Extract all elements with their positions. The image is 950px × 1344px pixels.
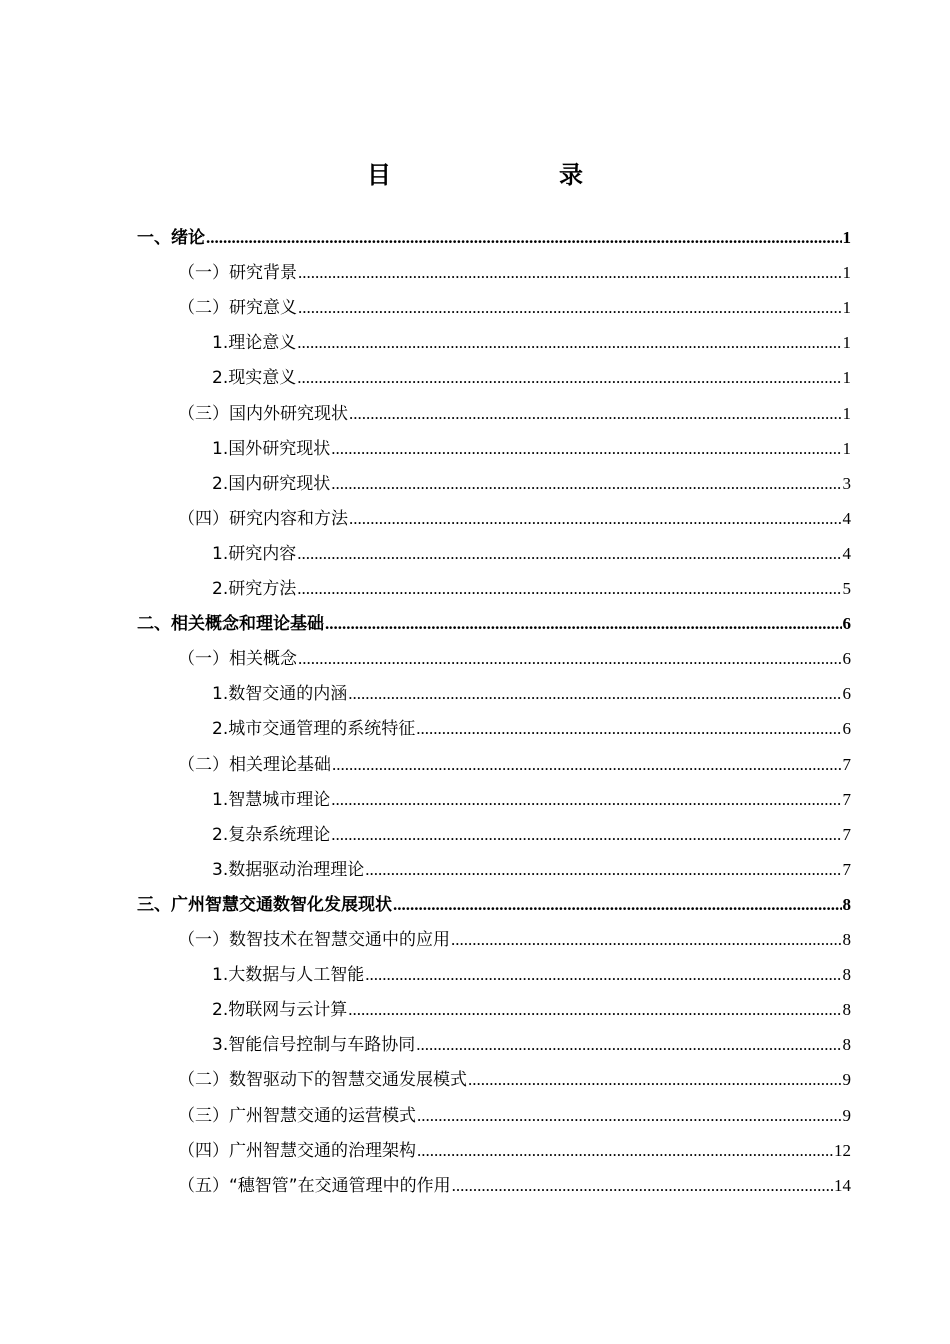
toc-entry[interactable] (212, 817, 851, 852)
toc-entry-label: （一）研究背景 (178, 263, 297, 283)
dot-leader (298, 641, 842, 676)
dot-leader (468, 1062, 842, 1097)
toc-entry-page-number: 9 (842, 1106, 851, 1125)
toc-entry-label: 1.理论意义 (212, 333, 297, 353)
toc-entry-page-number: 1 (842, 439, 851, 458)
toc-entry-page-number: 1 (842, 263, 851, 282)
toc-entry[interactable] (178, 290, 851, 325)
toc-entry[interactable] (212, 1027, 851, 1062)
toc-entry-label: 2.复杂系统理论 (212, 825, 331, 845)
dot-leader (331, 466, 841, 501)
dot-leader (349, 501, 842, 536)
toc-entry-page-number: 8 (842, 895, 851, 914)
dot-leader (297, 360, 841, 395)
toc-entry-label: 二、相关概念和理论基础 (137, 614, 324, 634)
toc-entry-page-number: 6 (842, 614, 851, 633)
toc-entry-label: 2.物联网与云计算 (212, 1000, 348, 1020)
dot-leader (416, 711, 841, 746)
dot-leader (298, 255, 842, 290)
toc-entry[interactable] (178, 396, 851, 431)
toc-entry-page-number: 1 (842, 333, 851, 352)
toc-entry-page-number: 6 (842, 649, 851, 668)
dot-leader (348, 992, 841, 1027)
dot-leader (297, 536, 841, 571)
toc-entry-page-number: 4 (842, 509, 851, 528)
toc-entry[interactable] (212, 782, 851, 817)
toc-entry-page-number: 3 (842, 474, 851, 493)
dot-leader (298, 290, 842, 325)
dot-leader (417, 1133, 833, 1168)
toc-entry-page-number: 6 (842, 684, 851, 703)
toc-entry-label: （一）数智技术在智慧交通中的应用 (178, 930, 450, 950)
dot-leader (416, 1027, 841, 1062)
toc-entry[interactable] (178, 922, 851, 957)
toc-entry-page-number: 8 (842, 930, 851, 949)
dot-leader (348, 676, 841, 711)
toc-entry-label: 2.现实意义 (212, 368, 297, 388)
toc-entry[interactable] (212, 852, 851, 887)
dot-leader (349, 396, 842, 431)
toc-entry[interactable] (212, 992, 851, 1027)
toc-entry-label: 1.国外研究现状 (212, 439, 331, 459)
toc-entry-label: （四）广州智慧交通的治理架构 (178, 1141, 416, 1161)
toc-entry[interactable] (212, 957, 851, 992)
toc-entry-label: （三）国内外研究现状 (178, 404, 348, 424)
toc-entry[interactable] (178, 1133, 851, 1168)
dot-leader (331, 817, 841, 852)
toc-entry-page-number: 7 (842, 790, 851, 809)
toc-entry[interactable] (212, 360, 851, 395)
dot-leader (451, 922, 842, 957)
toc-title: 目 录 (367, 161, 623, 189)
dot-leader (297, 325, 841, 360)
dot-leader (452, 1168, 833, 1203)
toc-entry-page-number: 1 (842, 228, 851, 247)
toc-entry-label: 2.城市交通管理的系统特征 (212, 719, 416, 739)
dot-leader (325, 606, 842, 641)
toc-entry-label: 1.大数据与人工智能 (212, 965, 365, 985)
toc-entry-page-number: 8 (842, 965, 851, 984)
toc-entry-page-number: 6 (842, 719, 851, 738)
dot-leader (365, 957, 841, 992)
dot-leader (365, 852, 841, 887)
dot-leader (206, 220, 842, 255)
toc-entry[interactable] (178, 1168, 851, 1203)
toc-entry-label: 2.研究方法 (212, 579, 297, 599)
toc-entry-label: （二）研究意义 (178, 298, 297, 318)
toc-entry-label: 1.数智交通的内涵 (212, 684, 348, 704)
toc-entry[interactable] (212, 571, 851, 606)
toc-entry-label: （二）相关理论基础 (178, 755, 331, 775)
dot-leader (393, 887, 842, 922)
toc-entry[interactable] (137, 606, 851, 641)
toc-entry-label: 2.国内研究现状 (212, 474, 331, 494)
dot-leader (332, 747, 842, 782)
toc-entry-page-number: 9 (842, 1070, 851, 1089)
toc-entry-label: （三）广州智慧交通的运营模式 (178, 1106, 416, 1126)
toc-entry-page-number: 8 (842, 1035, 851, 1054)
toc-entry-page-number: 1 (842, 368, 851, 387)
toc-entry-label: 1.研究内容 (212, 544, 297, 564)
dot-leader (417, 1098, 842, 1133)
toc-entry[interactable] (137, 887, 851, 922)
toc-entry-page-number: 7 (842, 755, 851, 774)
toc-entry-label: （一）相关概念 (178, 649, 297, 669)
toc-entry[interactable] (178, 255, 851, 290)
toc-entry[interactable] (212, 536, 851, 571)
toc-entry-label: 3.数据驱动治理理论 (212, 860, 365, 880)
toc-entry[interactable] (212, 325, 851, 360)
dot-leader (297, 571, 841, 606)
toc-entry-page-number: 14 (834, 1176, 851, 1195)
toc-entry[interactable] (178, 641, 851, 676)
toc-entry-label: 三、广州智慧交通数智化发展现状 (137, 895, 392, 915)
toc-entry[interactable] (137, 220, 851, 255)
toc-entry-label: 3.智能信号控制与车路协同 (212, 1035, 416, 1055)
toc-entry-page-number: 7 (842, 825, 851, 844)
toc-entry-page-number: 7 (842, 860, 851, 879)
toc-entry[interactable] (212, 431, 851, 466)
toc-entry[interactable] (178, 501, 851, 536)
toc-entry[interactable] (212, 466, 851, 501)
toc-entry-page-number: 1 (842, 298, 851, 317)
toc-entry[interactable] (178, 1062, 851, 1097)
toc-entry[interactable] (212, 676, 851, 711)
toc-entry-page-number: 5 (842, 579, 851, 598)
toc-entry[interactable] (212, 711, 851, 746)
dot-leader (331, 431, 841, 466)
toc-entry-label: 1.智慧城市理论 (212, 790, 331, 810)
toc-entry-page-number: 12 (834, 1141, 851, 1160)
toc-entry-page-number: 4 (842, 544, 851, 563)
dot-leader (331, 782, 841, 817)
toc-entry-label: 一、绪论 (137, 228, 205, 248)
toc-entry-page-number: 1 (842, 404, 851, 423)
toc-entry-page-number: 8 (842, 1000, 851, 1019)
toc-entry-label: （二）数智驱动下的智慧交通发展模式 (178, 1070, 467, 1090)
toc-entry-label: （四）研究内容和方法 (178, 509, 348, 529)
toc-entry-label: （五）“穗智管”在交通管理中的作用 (178, 1176, 451, 1196)
toc-entry[interactable] (178, 1098, 851, 1133)
toc-entry[interactable] (178, 747, 851, 782)
